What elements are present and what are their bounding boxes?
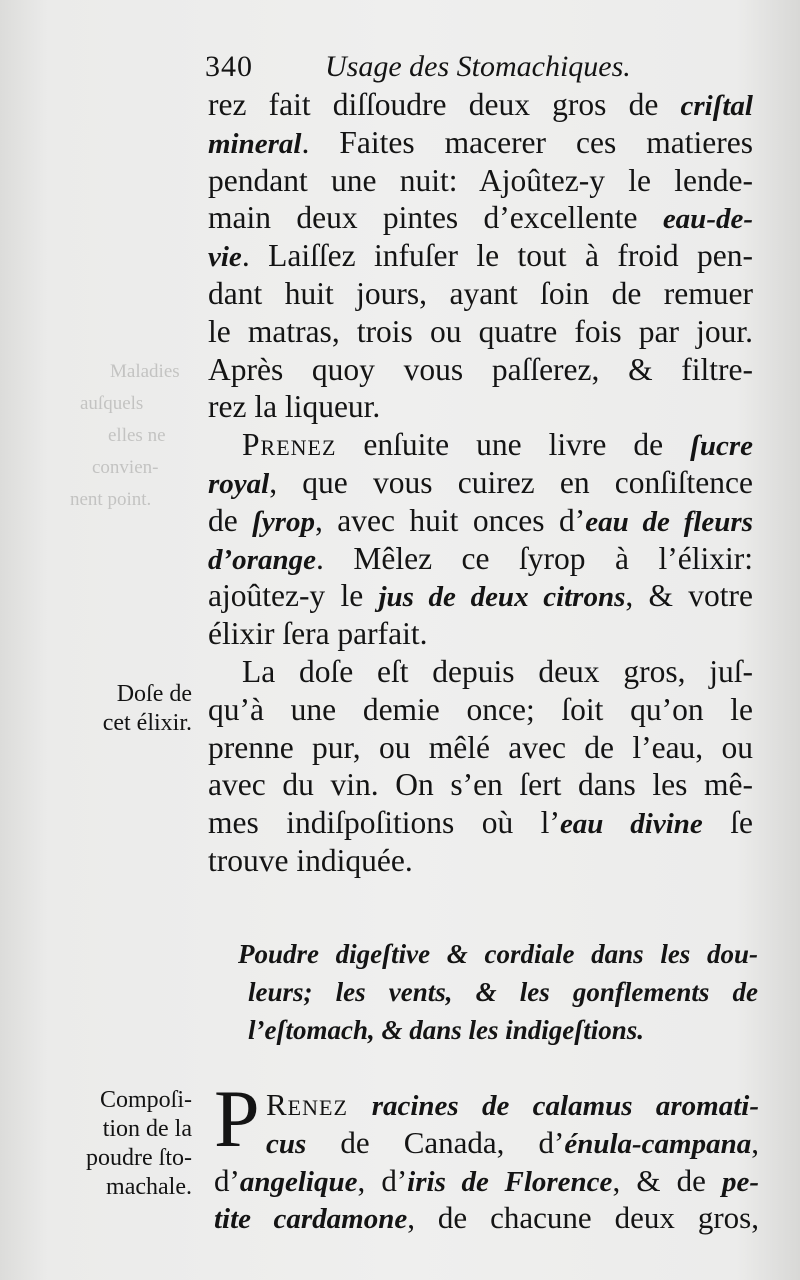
text-run: , & votre — [625, 578, 754, 614]
italic-text: jus de deux citrons — [378, 581, 626, 614]
text-run: main deux pintes d’excellente — [208, 200, 663, 236]
text-line — [208, 313, 753, 351]
running-title: Usage des Stomachiques. — [325, 50, 631, 83]
page-header — [205, 46, 765, 88]
bleed-through-line: nent point. — [70, 489, 152, 510]
text-line — [208, 275, 753, 313]
margin-note-line: tion de la — [102, 1116, 192, 1142]
text-run: trouve indiquée. — [208, 842, 413, 878]
italic-text: énula-campana — [564, 1127, 752, 1160]
italic-text: racines de calamus aromati- — [371, 1090, 760, 1122]
text-run — [348, 1087, 372, 1122]
italic-text: ſucre — [690, 430, 753, 463]
text-line — [208, 351, 753, 389]
section-title-line: leurs; les vents, & les gonflements de — [248, 977, 758, 1007]
margin-note-line: cet élixir. — [102, 710, 192, 736]
text-line — [208, 124, 753, 162]
text-run: Renez — [266, 1087, 348, 1122]
text-line — [208, 464, 753, 502]
text-run: La doſe eſt depuis deux gros, juſ- — [242, 653, 753, 689]
text-run: . Laiſſez infuſer le tout à froid pen- — [241, 238, 753, 274]
italic-text: eau divine — [559, 808, 703, 841]
italic-text: criſtal — [680, 90, 753, 122]
text-run: mes indiſpoſitions où l’ — [208, 805, 560, 841]
text-run: , d’ — [357, 1162, 408, 1198]
text-line — [208, 766, 753, 804]
margin-note-line: Doſe de — [116, 681, 192, 707]
text-line — [208, 388, 753, 426]
bleed-through-line: elles ne — [108, 425, 166, 446]
text-run: qu’à une demie once; ſoit qu’on le — [208, 691, 753, 727]
bleed-through-line: Maladies — [110, 361, 180, 382]
drop-cap: P — [214, 1073, 260, 1164]
text-run: . Mêlez ce ſyrop à l’élixir: — [315, 540, 753, 576]
text-line — [214, 1086, 759, 1124]
text-run: dant huit jours, ayant ſoin de remuer — [208, 275, 753, 311]
paragraph-dose — [208, 653, 753, 880]
text-run: d’ — [214, 1162, 240, 1198]
text-run: , de chacune deux gros, — [407, 1200, 759, 1236]
paragraph-elixir-preparation — [208, 86, 753, 426]
text-run: pendant une nuit: Ajoûtez-y le lende- — [208, 162, 753, 198]
text-line — [214, 1162, 759, 1200]
text-run: ſe — [702, 805, 753, 841]
bleed-through-line: convien- — [92, 457, 159, 478]
text-line — [208, 804, 753, 842]
text-line — [208, 729, 753, 767]
text-line — [208, 653, 753, 691]
italic-text: mineral — [208, 127, 302, 160]
margin-note-composition — [50, 1086, 192, 1202]
text-run: , que vous cuirez en conſiſtence — [269, 464, 753, 500]
text-run: avec du vin. On s’en ſert dans les mê- — [208, 767, 753, 803]
text-run: enſuite une livre de — [336, 427, 691, 463]
text-run: ajoûtez-y le — [208, 578, 379, 614]
bleed-through-line: auſquels — [80, 393, 144, 414]
section-title-line: Poudre digeſtive & cordiale dans les dou- — [238, 939, 758, 969]
text-line — [208, 426, 753, 464]
italic-text: d’orange — [208, 543, 316, 576]
text-line — [208, 86, 753, 124]
italic-text: angelique — [239, 1165, 358, 1198]
text-line — [208, 237, 753, 275]
text-run: de — [208, 502, 253, 538]
text-line — [214, 1199, 759, 1237]
section-title-line: l’eſtomach, & dans les indigeſtions. — [248, 1015, 645, 1045]
text-line — [208, 199, 753, 237]
text-run: , & de — [612, 1162, 722, 1198]
italic-text: cus — [266, 1127, 307, 1160]
text-run: Prenez — [242, 427, 337, 463]
margin-note-line: machale. — [106, 1174, 192, 1200]
text-run: , — [751, 1124, 759, 1160]
text-line — [208, 691, 753, 729]
italic-text: eau-de- — [662, 203, 753, 236]
text-run: , avec huit onces d’ — [314, 502, 586, 538]
margin-note-line: poudre ſto- — [86, 1145, 192, 1171]
text-run: élixir ſera parfait. — [208, 616, 428, 652]
text-line — [208, 615, 753, 653]
margin-note-dose — [70, 680, 192, 738]
text-run: . Faites macerer ces matieres — [301, 124, 753, 160]
text-line — [208, 842, 753, 880]
paragraph-syrup — [208, 426, 753, 653]
text-line — [208, 502, 753, 540]
page-number: 340 — [205, 50, 253, 83]
italic-text: royal — [208, 467, 270, 500]
main-text — [208, 86, 753, 880]
italic-text: tite cardamone — [214, 1203, 408, 1236]
text-line — [208, 577, 753, 615]
text-run: prenne pur, ou mêlé avec de l’eau, ou — [208, 729, 753, 765]
margin-note-line: Compoſi- — [99, 1087, 192, 1113]
paragraph-powder-composition — [214, 1073, 760, 1237]
text-run: Après quoy vous paſſerez, & filtre- — [208, 351, 753, 387]
italic-text: vie — [208, 241, 242, 274]
italic-text: eau de fleurs — [585, 505, 753, 538]
italic-text: iris de Florence — [407, 1165, 613, 1198]
text-run: rez la liqueur. — [208, 389, 381, 425]
text-line — [208, 162, 753, 200]
italic-text: ſyrop — [252, 505, 315, 538]
italic-text: pe- — [721, 1165, 759, 1198]
text-run: de Canada, d’ — [306, 1124, 565, 1160]
text-run: rez fait diſſoudre deux gros de — [208, 87, 681, 122]
text-run: le matras, trois ou quatre fois par jour. — [208, 313, 753, 349]
text-line — [214, 1124, 759, 1162]
section-title — [238, 935, 758, 1049]
text-line — [208, 540, 753, 578]
